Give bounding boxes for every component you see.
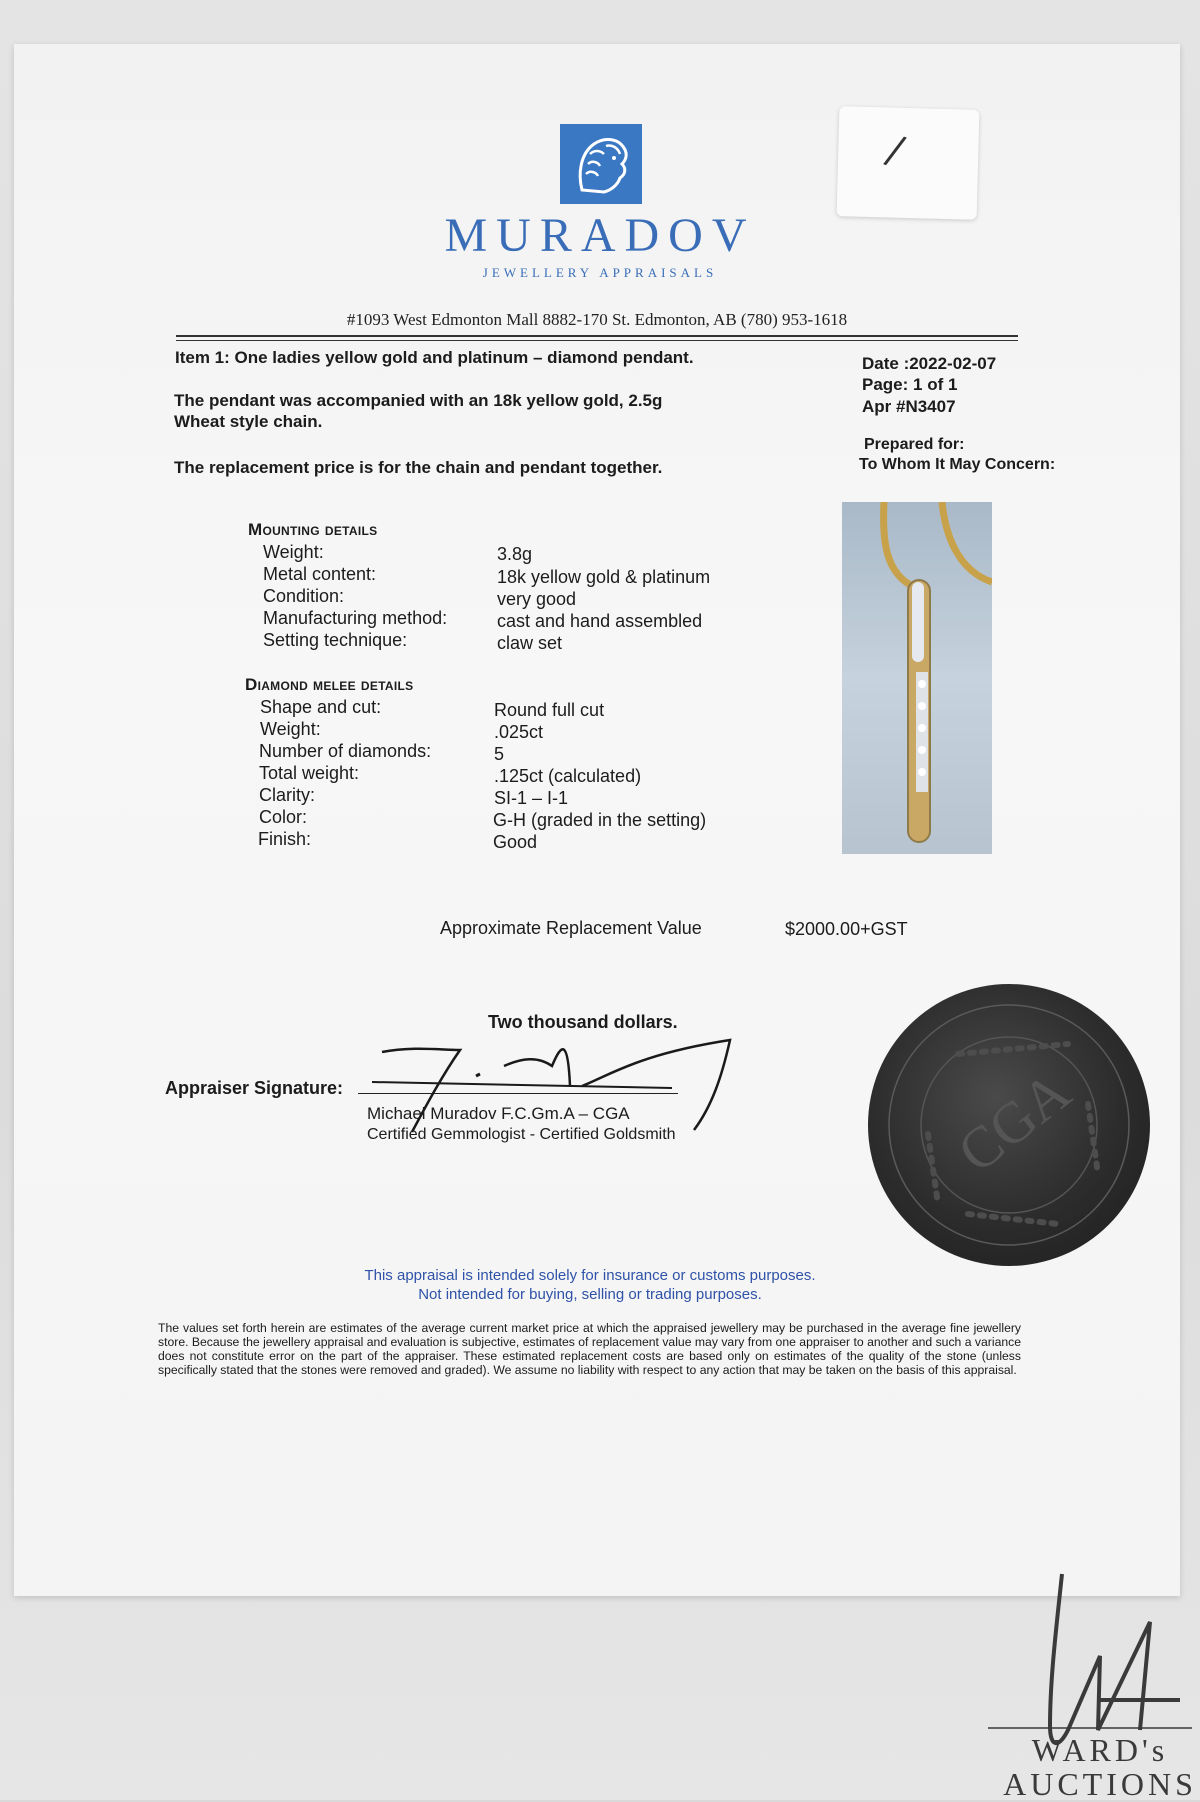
- sticky-note-mark: /: [881, 126, 910, 175]
- prepared-for-value: To Whom It May Concern:: [859, 456, 1056, 473]
- chain-note-line-2: Wheat style chain.: [174, 412, 323, 431]
- diamond-value: G-H (graded in the setting): [493, 810, 707, 830]
- diamond-label: Clarity:: [259, 785, 316, 805]
- pendant-photo: [842, 502, 992, 854]
- prepared-for-label: Prepared for:: [864, 436, 965, 453]
- sticky-note: [837, 106, 980, 220]
- chain-note-line-1: The pendant was accompanied with an 18k yellow gold, 2.5g: [174, 391, 663, 410]
- mounting-value: cast and hand assembled: [497, 611, 703, 631]
- mounting-value: 18k yellow gold & platinum: [497, 567, 711, 587]
- mounting-value: very good: [497, 589, 577, 609]
- header-rule-thin: [176, 340, 1018, 341]
- lion-logo-icon: [560, 124, 642, 204]
- valuation-label: Approximate Replacement Value: [440, 918, 702, 938]
- diamond-label: Total weight:: [259, 763, 360, 783]
- diamond-label: Finish:: [258, 829, 312, 849]
- page-number: Page: 1 of 1: [862, 375, 958, 394]
- mounting-label: Condition:: [263, 586, 345, 606]
- appraisal-date: Date :2022-02-07: [862, 354, 997, 373]
- diamond-heading: Diamond melee details: [245, 675, 414, 694]
- replacement-note: The replacement price is for the chain and pendant together.: [174, 458, 663, 477]
- mounting-label: Weight:: [263, 542, 324, 562]
- diamond-value: Good: [493, 832, 538, 852]
- appraiser-name: Michael Muradov F.C.Gm.A – CGA: [367, 1104, 630, 1123]
- disclaimer-text: The values set forth herein are estimates of the average current market price at which the appraised jewellery may be purchased in the average fine jewellery store. Because the jewellery appraisal and evaluation is subjective, estimates of replacement value may vary from one appraiser to another and such a variance does not constitute error on the part of the appraiser. These estimated replacement costs are based only on estimates of the quality of the stone (unless specifically stated that the stones were removed and graded). We assume no liability with respect to any action that may be taken on the basis of this appraisal.: [158, 1321, 1021, 1377]
- mounting-value: 3.8g: [497, 544, 533, 564]
- diamond-value: .025ct: [494, 722, 544, 742]
- watermark-text: [1000, 1733, 1200, 1801]
- appraiser-title: Certified Gemmologist - Certified Goldsmith: [367, 1126, 676, 1143]
- mounting-label: Manufacturing method:: [263, 608, 448, 628]
- diamond-value: SI-1 – I-1: [494, 788, 569, 808]
- mounting-value: claw set: [497, 633, 563, 653]
- brand-name: MURADOV: [444, 209, 756, 262]
- diamond-label: Weight:: [260, 719, 321, 739]
- not-for-trade-notice: Not intended for buying, selling or trading purposes.: [418, 1286, 762, 1303]
- mounting-label: Metal content:: [263, 564, 377, 584]
- contact-line: #1093 West Edmonton Mall 8882-170 St. Edmonton, AB (780) 953-1618: [346, 310, 848, 329]
- diamond-label: Color:: [259, 807, 308, 827]
- brand-tagline: JEWELLERY APPRAISALS: [482, 265, 718, 280]
- appraisal-number: Apr #N3407: [862, 397, 956, 416]
- valuation-in-words: Two thousand dollars.: [488, 1012, 678, 1032]
- diamond-value: .125ct (calculated): [494, 766, 642, 786]
- watermark-line-2: AUCTIONS: [1003, 1766, 1197, 1802]
- diamond-value: Round full cut: [494, 700, 605, 720]
- insurance-notice: This appraisal is intended solely for insurance or customs purposes.: [364, 1267, 816, 1284]
- diamond-label: Number of diamonds:: [259, 741, 432, 761]
- valuation-amount: $2000.00+GST: [785, 919, 908, 939]
- item-title: Item 1: One ladies yellow gold and platinum – diamond pendant.: [175, 348, 694, 367]
- mounting-label: Setting technique:: [263, 630, 408, 650]
- header-rule: [176, 335, 1018, 337]
- appraiser-signature-label: Appraiser Signature:: [165, 1078, 344, 1098]
- mounting-heading: Mounting details: [248, 520, 378, 539]
- diamond-label: Shape and cut:: [260, 697, 382, 717]
- cga-embossed-seal: [868, 984, 1150, 1266]
- seal-center-text: CGA: [945, 1058, 1083, 1185]
- diamond-value: 5: [494, 744, 505, 764]
- watermark-line-1: WARD's: [1031, 1732, 1169, 1768]
